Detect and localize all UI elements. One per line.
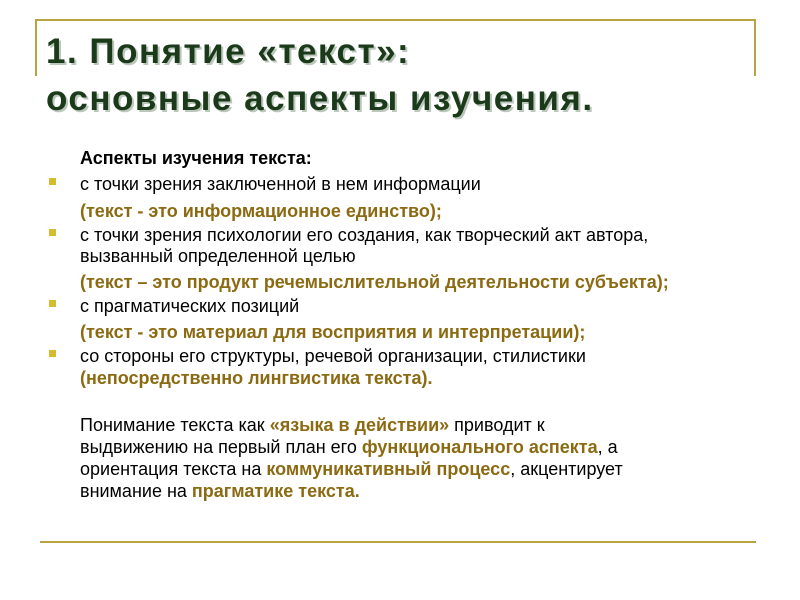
summary-text: приводит к bbox=[449, 415, 545, 435]
summary-line-4 bbox=[80, 480, 360, 502]
summary-highlight: прагматике текста. bbox=[191, 481, 360, 501]
aspect-4-text: со стороны его структуры, речевой организации, стилистики bbox=[80, 346, 586, 366]
aspects-heading: Аспекты изучения текста: bbox=[80, 148, 312, 168]
summary-text: , а bbox=[597, 437, 618, 457]
title-line-1: 1. Понятие «текст»: bbox=[46, 32, 411, 71]
summary-line-3 bbox=[80, 458, 623, 480]
bullet-icon bbox=[49, 229, 56, 236]
summary-text: выдвижению на первый план его bbox=[80, 437, 362, 457]
title-line-2: основные аспекты изучения. bbox=[46, 79, 594, 118]
summary-text: Понимание текста как bbox=[80, 415, 270, 435]
aspect-1-note: (текст - это информационное единство); bbox=[80, 201, 442, 221]
summary-highlight: функционального аспекта bbox=[361, 437, 598, 457]
aspect-2-text-line-1: с точки зрения психологии его создания, как творческий акт автора, bbox=[80, 225, 649, 245]
summary-highlight: коммуникативный процесс bbox=[266, 459, 511, 479]
aspect-3-note: (текст - это материал для восприятия и интерпретации); bbox=[80, 322, 586, 342]
bullet-icon bbox=[49, 350, 56, 357]
summary-highlight: «языка в действии» bbox=[269, 415, 450, 435]
summary-line-1 bbox=[80, 414, 545, 436]
aspect-4-note: (непосредственно лингвистика текста). bbox=[80, 368, 433, 388]
aspect-3-text: с прагматических позиций bbox=[80, 296, 300, 316]
aspect-1-text: с точки зрения заключенной в нем информации bbox=[80, 174, 481, 194]
aspect-2-note: (текст – это продукт речемыслительной деятельности субъекта); bbox=[80, 272, 669, 292]
aspect-2-text-line-2: вызванный определенной целью bbox=[80, 246, 356, 266]
bullet-icon bbox=[49, 300, 56, 307]
bullet-icon bbox=[49, 178, 56, 185]
summary-text: , акцентирует bbox=[510, 459, 623, 479]
summary-line-2 bbox=[80, 436, 618, 458]
summary-text: ориентация текста на bbox=[80, 459, 267, 479]
summary-text: внимание на bbox=[80, 481, 192, 501]
